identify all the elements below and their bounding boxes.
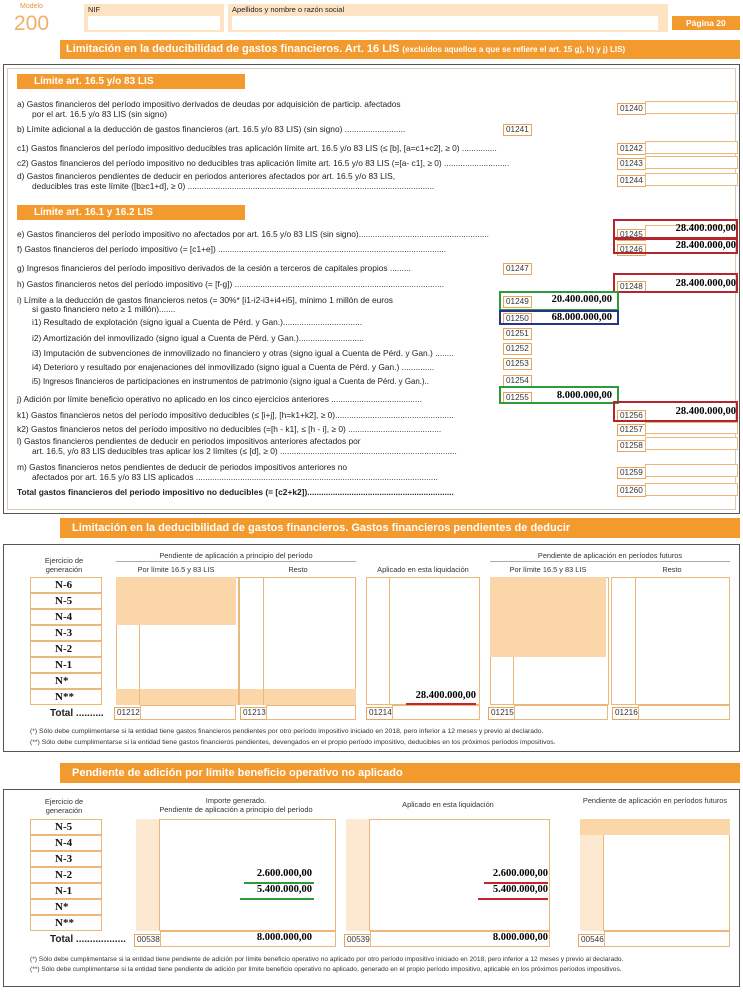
t2-shade-2 [116, 689, 356, 705]
nif-label: NIF [88, 5, 101, 14]
t2-total-field-5[interactable] [638, 705, 730, 720]
t2-shade-3 [490, 577, 606, 657]
code-01245: 01245 [617, 229, 646, 241]
row-total-label: Total gastos financieros del periodo impositivo no deducibles (= [c2+k2])............................................................... [17, 487, 454, 497]
code-01243: 01243 [617, 158, 646, 170]
field-01243[interactable] [645, 156, 738, 169]
row-g-label: g) Ingresos financieros del período impositivo derivados de la cesión a terceros de capitales propios ......... [17, 263, 411, 273]
modelo-label: Modelo [20, 3, 43, 10]
t2-total-label: Total .......... [50, 708, 104, 719]
code-01255: 01255 [503, 392, 532, 404]
value-01249: 20.400.000,00 [551, 294, 612, 305]
field-01258[interactable] [645, 437, 738, 450]
t3-stub-3 [580, 835, 604, 931]
code-01244: 01244 [617, 175, 646, 187]
title-1-main: Limitación en la deducibilidad de gastos financieros. Art. 16 LIS [66, 43, 400, 55]
field-01240[interactable] [645, 101, 738, 114]
t2-por-limite-header: Por límite 16.5 y 83 LIS [137, 565, 215, 574]
row-a-label-1: a) Gastos financieros del período impositivo derivados de deudas por adquisición de particip. afectados [17, 99, 401, 109]
t2-aplicado-header: Aplicado en esta liquidación [377, 565, 469, 574]
row-a-label-2: por el art. 16.5 y/o 83 LIS (sin signo) [32, 109, 168, 119]
t2-year: N** [30, 689, 102, 705]
row-b-label: b) Límite adicional a la deducción de gastos financieros (art. 16.5 y/o 83 LIS) (sin signo) .......................... [17, 124, 406, 134]
t3-pend-shade [580, 819, 730, 835]
t2-stub-col-1 [116, 625, 140, 705]
nif-field[interactable] [88, 16, 220, 30]
t3-year: N-5 [30, 819, 102, 835]
code-01251: 01251 [503, 328, 532, 340]
code-01257: 01257 [617, 424, 646, 436]
t2-year: N-6 [30, 577, 102, 593]
row-e-label: e) Gastos financieros del período impositivo no afectados por art. 16.5 y/o 83 LIS (sin signo)........................................................ [17, 229, 490, 239]
t2-resto-fut-header: Resto [662, 565, 682, 574]
highlight-01246 [613, 238, 738, 254]
t3-note-1: (*) Sólo debe cumplimentarse si la entidad tiene pendiente de adición por límite beneficio operativo no aplicado por otro período impositivo iniciado en 2018, pero inferior a 12 meses y previo al declarado. [30, 956, 624, 963]
modelo-number: 200 [14, 12, 50, 35]
t2-stub-col-5 [490, 657, 514, 705]
code-01248: 01248 [617, 281, 646, 293]
row-i-label-2: si gasto financiero neto ≥ 1 millón)....... [32, 304, 176, 314]
t2-code-01216: 01216 [612, 707, 641, 720]
code-01249: 01249 [503, 296, 532, 308]
t3-year: N-1 [30, 883, 102, 899]
nombre-field[interactable] [232, 16, 658, 30]
t3-aplicado-n1-underline [478, 898, 548, 900]
t2-note-1: (*) Sólo debe cumplimentarse si la entidad tiene gastos financieros pendientes por otro período impositivo iniciado en 2018, pero inferior a 12 meses y previo al declarado. [30, 728, 544, 735]
t3-year: N** [30, 915, 102, 931]
code-01253: 01253 [503, 358, 532, 370]
t3-aplicado-n2: 2.600.000,00 [492, 868, 548, 879]
t3-importe-header: Importe generado. [205, 796, 267, 805]
row-d-label-2: deducibles tras este límite ([b≥c1+d], ≥ 0) .......................................................................................................... [32, 181, 435, 191]
code-01241: 01241 [503, 124, 532, 136]
t3-ejercicio-header [36, 797, 92, 815]
t2-total-field-4[interactable] [514, 705, 608, 720]
t2-pend-inicio-rule [116, 561, 356, 562]
t2-year: N-4 [30, 609, 102, 625]
t2-code-01212: 01212 [114, 707, 143, 720]
pagina-text: Página 20 [686, 18, 726, 28]
row-i5-label: i5) Ingresos financieros de participaciones en instrumentos de patrimonio (signo igual a Cuenta de Pérd. y Gan.).. [32, 377, 429, 386]
row-d-label-1: d) Gastos financieros pendientes de deducir en periodos anteriores afectados por art. 16.5 y/o 83 LIS, [17, 171, 396, 181]
t3-importe-n1-underline [240, 898, 314, 900]
row-i3-label: i3) Imputación de subvenciones de inmovilizado no financiero y otras (signo igual a Cuenta de Pérd. y Gan.) ........ [32, 348, 454, 358]
t2-year: N-5 [30, 593, 102, 609]
row-m-label-2: afectados por art. 16.5 y/o 83 LIS aplicados ........................................................................................................ [32, 472, 438, 482]
t2-year: N-3 [30, 625, 102, 641]
t2-total-field-3[interactable] [392, 705, 480, 720]
highlight-01256 [613, 401, 738, 422]
t2-por-limite-fut-header: Por límite 16.5 y 83 LIS [509, 565, 587, 574]
t3-year: N-4 [30, 835, 102, 851]
highlight-01255 [499, 386, 619, 404]
t3-code-00546: 00546 [578, 934, 607, 947]
row-f-label: f) Gastos financieros del período impositivo (= [c1+e]) .................................................................................................. [17, 244, 447, 254]
t2-ejercicio-text: Ejercicio de generación [44, 556, 84, 574]
value-01246: 28.400.000,00 [675, 240, 736, 251]
row-k2-label: k2) Gastos financieros netos del período impositivo no deducibles (=[h - k1], ≤ [h - i], ≥ 0) ........................................ [17, 424, 442, 434]
t2-year: N-1 [30, 657, 102, 673]
title-2: Limitación en la deducibilidad de gastos financieros. Gastos financieros pendientes de deducir [72, 522, 571, 534]
field-01260[interactable] [645, 483, 738, 496]
highlight-01248 [613, 273, 738, 293]
subhead-1: Límite art. 16.5 y/o 83 LIS [34, 76, 154, 87]
t2-pend-futuros-rule [490, 561, 730, 562]
t3-importe-header-2: Pendiente de aplicación a principio del período [159, 805, 313, 814]
row-l-label-1: l) Gastos financieros pendientes de deducir en periodos impositivos anteriores afectados por [17, 436, 361, 446]
t2-code-01214: 01214 [366, 707, 395, 720]
subhead-2: Límite art. 16.1 y 16.2 LIS [34, 207, 153, 218]
title-1 [66, 43, 625, 55]
t2-year: N-2 [30, 641, 102, 657]
t3-total-importe: 8.000.000,00 [256, 932, 312, 943]
t2-total-field-1[interactable] [140, 705, 236, 720]
row-l-label-2: art. 16.5, y/o 83 LIS deducibles tras aplicar los 2 límites (≤ [d], ≥ 0) ............................................................................ [32, 446, 457, 456]
row-i1-label: i1) Resultado de explotación (signo igual a Cuenta de Pérd. y Gan.).................................. [32, 317, 363, 327]
t2-ejercicio-header [36, 556, 92, 574]
row-i-label-1: i) Límite a la deducción de gastos financieros netos (= 30%* [i1-i2-i3+i4+i5], mínimo 1 millón de euros [17, 295, 393, 305]
code-01252: 01252 [503, 343, 532, 355]
t2-year: N* [30, 673, 102, 689]
code-01258: 01258 [617, 440, 646, 452]
t2-pend-inicio-header: Pendiente de aplicación a principio del período [159, 551, 313, 560]
t2-resto-header: Resto [288, 565, 308, 574]
title-1-sub: (excluidos aquellos a que se refiere el art. 15 g), h) y j) LIS) [402, 45, 626, 54]
field-01242[interactable] [645, 141, 738, 154]
row-c2-label: c2) Gastos financieros del período impositivo no deducibles tras aplicación límite art. 16.5 y/o 83 LIS (=[a- c1], ≥ 0) ............................ [17, 158, 510, 168]
row-m-label-1: m) Gastos financieros netos pendientes de deducir de periodos impositivos anteriores no [17, 462, 348, 472]
t3-ejercicio-text: Ejercicio de generación [44, 797, 84, 815]
code-01240: 01240 [617, 103, 646, 115]
t3-total-aplicado: 8.000.000,00 [492, 932, 548, 943]
nombre-label: Apellidos y nombre o razón social [232, 5, 345, 14]
value-01256: 28.400.000,00 [675, 406, 736, 417]
row-j-label: j) Adición por límite beneficio operativo no aplicado en los cinco ejercicios anteriores ....................................... [17, 394, 422, 404]
t2-aplicado-nss-value: 28.400.000,00 [415, 690, 476, 701]
t2-code-01213: 01213 [240, 707, 269, 720]
t3-importe-n1: 5.400.000,00 [256, 884, 312, 895]
code-01259: 01259 [617, 467, 646, 479]
t3-aplicado-n1: 5.400.000,00 [492, 884, 548, 895]
code-01247: 01247 [503, 263, 532, 275]
t2-shade-1 [116, 577, 236, 625]
code-01256: 01256 [617, 410, 646, 422]
value-01255: 8.000.000,00 [556, 390, 612, 401]
t3-pend-text: Pendiente de aplicación en períodos futuros [582, 796, 728, 805]
code-01250: 01250 [503, 313, 532, 325]
value-01250: 68.000.000,00 [551, 312, 612, 323]
code-01242: 01242 [617, 143, 646, 155]
value-01248: 28.400.000,00 [675, 278, 736, 289]
code-01246: 01246 [617, 244, 646, 256]
page-header [0, 0, 743, 40]
t2-total-field-2[interactable] [266, 705, 356, 720]
field-01257[interactable] [645, 422, 738, 434]
field-01259[interactable] [645, 464, 738, 477]
code-01260: 01260 [617, 485, 646, 497]
t2-stub-col-3 [366, 577, 390, 705]
row-i4-label: i4) Deterioro y resultado por enajenaciones del inmovilizado (signo igual a Cuenta de Pérd. y Gan.) .............. [32, 362, 435, 372]
t2-stub-col-4 [612, 577, 636, 705]
t3-stub-1 [136, 819, 160, 931]
t3-aplicado-header: Aplicado en esta liquidación [402, 800, 494, 809]
title-3: Pendiente de adición por límite beneficio operativo no aplicado [72, 767, 403, 779]
row-i2-label: i2) Amortización del inmovilizado (signo igual a Cuenta de Pérd. y Gan.)............................ [32, 333, 364, 343]
t3-pend-header [580, 796, 730, 805]
highlight-01250 [499, 310, 619, 325]
t2-code-01215: 01215 [488, 707, 517, 720]
t3-year: N-3 [30, 851, 102, 867]
t3-year: N* [30, 899, 102, 915]
t3-importe-n2: 2.600.000,00 [256, 868, 312, 879]
t2-note-2: (**) Sólo debe cumplimentarse si la entidad tiene gastos financieros pendientes, devengados en el propio período impositivo, deducibles en los próximos períodos impositivos. [30, 739, 556, 746]
t3-stub-2 [346, 819, 370, 931]
t2-pend-futuros-header: Pendiente de aplicación en períodos futuros [537, 551, 683, 560]
t3-year: N-2 [30, 867, 102, 883]
t2-stub-col-2 [240, 577, 264, 705]
row-c1-label: c1) Gastos financieros del período impositivo deducibles tras aplicación límite art. 16.5 y/o 83 LIS (≤ [b], [a=c1+c2], ≥ 0) ............... [17, 143, 497, 153]
t3-note-2: (**) Sólo debe cumplimentarse si la entidad tiene pendiente de adición por límite beneficio operativo no aplicado, generado en el propio período impositivo, aplicable en los próximos períodos impositivos. [30, 966, 622, 973]
row-k1-label: k1) Gastos financieros netos del período impositivo deducibles (≤ [i+j], [h=k1+k2], ≥ 0)................................................... [17, 410, 454, 420]
t3-total-label: Total .................. [50, 934, 126, 945]
highlight-01245 [613, 219, 738, 239]
value-01245: 28.400.000,00 [675, 223, 736, 234]
t3-code-00539: 00539 [344, 934, 373, 947]
highlight-01249 [499, 291, 619, 311]
row-h-label: h) Gastos financieros netos del período impositivo (= [f-g]) .......................................................................................... [17, 279, 445, 289]
code-01254: 01254 [503, 375, 532, 387]
t3-total-field-3[interactable] [604, 931, 730, 947]
field-01244[interactable] [645, 173, 738, 186]
t3-code-00538: 00538 [134, 934, 163, 947]
